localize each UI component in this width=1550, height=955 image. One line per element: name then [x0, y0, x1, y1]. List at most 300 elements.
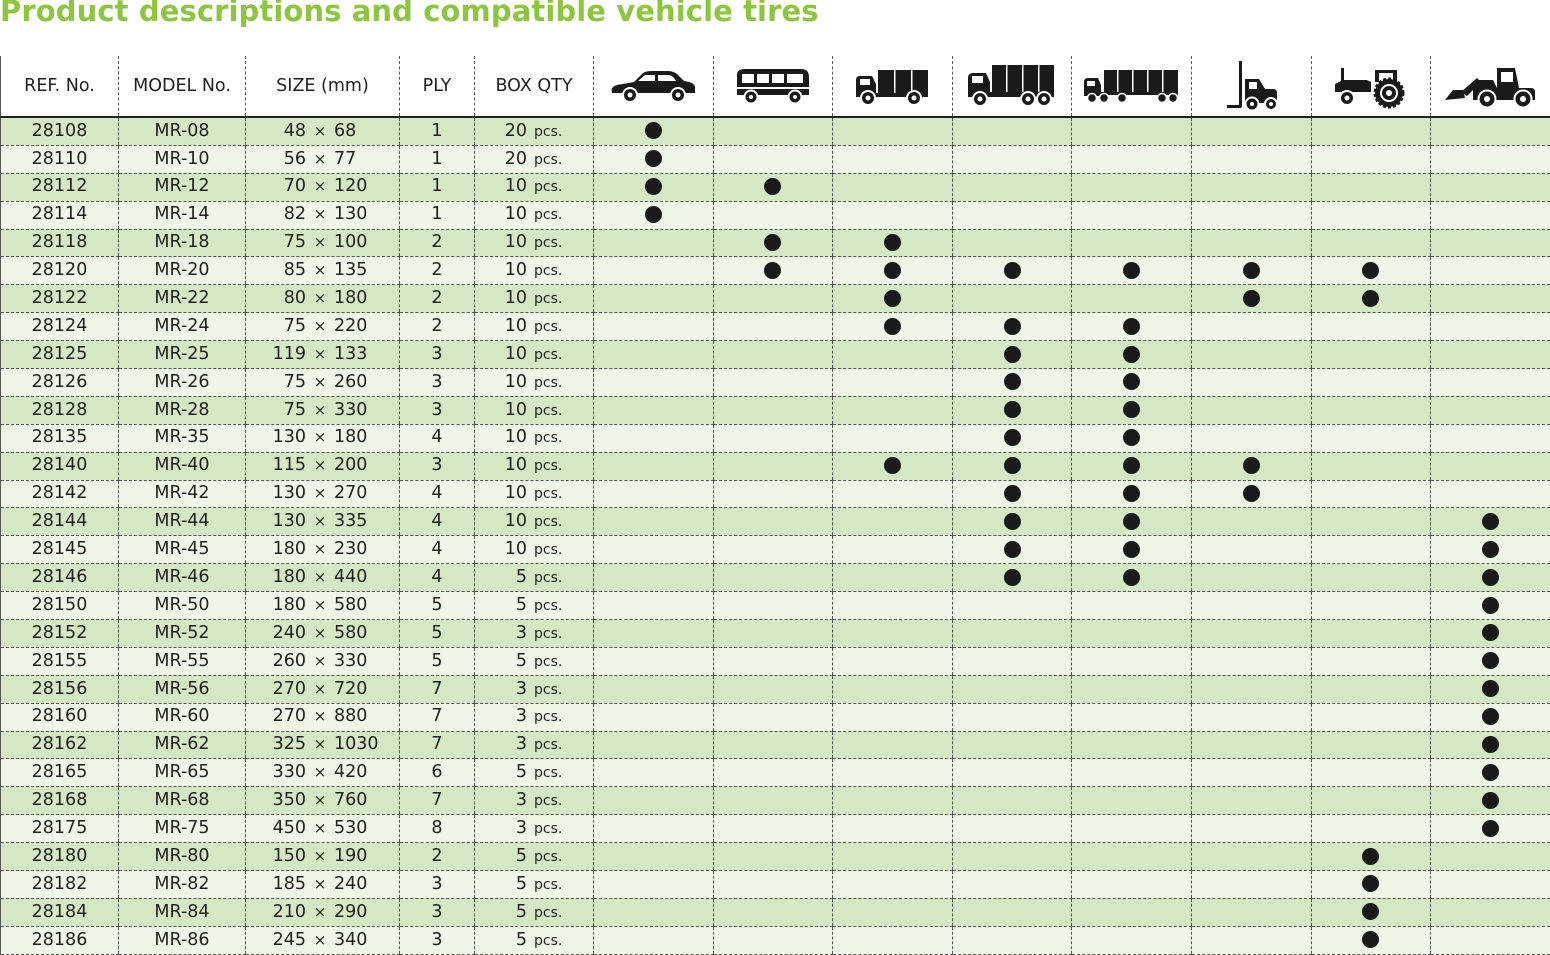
- compatible-dot: [1482, 736, 1499, 753]
- size-width: 185: [246, 876, 306, 894]
- ref-cell: [1, 480, 119, 508]
- ply-value: 5: [431, 623, 442, 643]
- size-height: 133: [334, 346, 367, 364]
- box-qty-value: 5: [475, 764, 527, 782]
- ref-number: 28168: [32, 790, 88, 810]
- ref-cell: [1, 313, 119, 341]
- compat-cell-van: [713, 564, 833, 592]
- compat-cell-truck: [952, 452, 1072, 480]
- compat-cell-light-truck: [833, 117, 953, 145]
- size-cell: [246, 145, 400, 173]
- table-row: [1, 145, 1550, 173]
- box-qty-unit: pcs.: [534, 459, 562, 473]
- size-cell: [246, 396, 400, 424]
- compat-cell-car: [594, 564, 714, 592]
- model-number: MR-45: [154, 539, 209, 559]
- ply-cell: [400, 731, 475, 759]
- compat-cell-car: [594, 675, 714, 703]
- box-qty-unit: pcs.: [534, 850, 562, 864]
- table-row: [1, 564, 1550, 592]
- model-number: MR-26: [154, 372, 209, 392]
- box-qty-cell: [475, 173, 594, 201]
- ply-value: 6: [431, 762, 442, 782]
- compat-cell-truck: [952, 926, 1072, 954]
- compat-cell-forklift: [1191, 480, 1311, 508]
- model-number: MR-28: [154, 400, 209, 420]
- model-cell: [119, 480, 246, 508]
- compat-cell-forklift: [1191, 815, 1311, 843]
- size-separator: ×: [306, 319, 334, 334]
- size-height: 880: [334, 708, 367, 726]
- table-row: [1, 620, 1550, 648]
- size-height: 330: [334, 653, 367, 671]
- compat-cell-trailer-truck: [1072, 536, 1192, 564]
- compat-cell-trailer-truck: [1072, 815, 1192, 843]
- ply-value: 4: [431, 483, 442, 503]
- table-row: [1, 787, 1550, 815]
- compat-cell-trailer-truck: [1072, 675, 1192, 703]
- model-cell: [119, 675, 246, 703]
- box-qty-cell: [475, 647, 594, 675]
- ply-cell: [400, 424, 475, 452]
- ref-number: 28108: [32, 121, 88, 141]
- compat-cell-light-truck: [833, 341, 953, 369]
- ref-number: 28150: [32, 595, 88, 615]
- compat-cell-light-truck: [833, 369, 953, 397]
- compatible-dot: [764, 262, 781, 279]
- table-row: [1, 536, 1550, 564]
- compat-cell-tractor: [1311, 117, 1431, 145]
- model-number: MR-42: [154, 483, 209, 503]
- size-separator: ×: [306, 347, 334, 362]
- table-row: [1, 173, 1550, 201]
- compat-cell-truck: [952, 396, 1072, 424]
- table-row: [1, 369, 1550, 397]
- box-qty-value: 10: [475, 402, 527, 420]
- ref-number: 28112: [32, 176, 88, 196]
- ref-cell: [1, 117, 119, 145]
- ref-number: 28140: [32, 455, 88, 475]
- ref-number: 28155: [32, 651, 88, 671]
- compatible-dot: [645, 206, 662, 223]
- ref-number: 28156: [32, 679, 88, 699]
- compat-cell-light-truck: [833, 229, 953, 257]
- ref-cell: [1, 926, 119, 954]
- ref-number: 28122: [32, 288, 88, 308]
- compat-cell-light-truck: [833, 424, 953, 452]
- size-cell: [246, 703, 400, 731]
- model-cell: [119, 815, 246, 843]
- compat-cell-wheel-loader: [1431, 508, 1550, 536]
- box-qty-value: 5: [475, 876, 527, 894]
- compat-cell-truck: [952, 480, 1072, 508]
- compat-cell-trailer-truck: [1072, 117, 1192, 145]
- size-separator: ×: [306, 375, 334, 390]
- compatible-dot: [1004, 569, 1021, 586]
- compat-cell-car: [594, 341, 714, 369]
- compat-cell-tractor: [1311, 508, 1431, 536]
- ply-value: 2: [431, 846, 442, 866]
- compat-cell-tractor: [1311, 898, 1431, 926]
- compat-cell-van: [713, 285, 833, 313]
- truck-icon: [966, 62, 1058, 110]
- compat-cell-van: [713, 508, 833, 536]
- compatible-dot: [1004, 318, 1021, 335]
- box-qty-cell: [475, 341, 594, 369]
- compatible-dot: [884, 318, 901, 335]
- ref-cell: [1, 201, 119, 229]
- box-qty-unit: pcs.: [534, 738, 562, 752]
- compat-cell-van: [713, 926, 833, 954]
- compat-cell-tractor: [1311, 787, 1431, 815]
- model-cell: [119, 369, 246, 397]
- table-row: [1, 229, 1550, 257]
- compat-cell-forklift: [1191, 508, 1311, 536]
- ply-value: 3: [431, 372, 442, 392]
- compat-cell-wheel-loader: [1431, 675, 1550, 703]
- compat-cell-light-truck: [833, 536, 953, 564]
- header-truck: [952, 56, 1072, 117]
- size-width: 75: [246, 318, 306, 336]
- compat-cell-truck: [952, 313, 1072, 341]
- ref-cell: [1, 508, 119, 536]
- model-number: MR-65: [154, 762, 209, 782]
- compat-cell-truck: [952, 117, 1072, 145]
- compat-cell-car: [594, 229, 714, 257]
- compatible-dot: [1482, 541, 1499, 558]
- compatible-dot: [884, 234, 901, 251]
- box-qty-unit: pcs.: [534, 683, 562, 697]
- box-qty-cell: [475, 731, 594, 759]
- size-height: 290: [334, 904, 367, 922]
- compat-cell-car: [594, 620, 714, 648]
- ply-value: 7: [431, 790, 442, 810]
- compat-cell-tractor: [1311, 396, 1431, 424]
- table-row: [1, 703, 1550, 731]
- size-width: 130: [246, 485, 306, 503]
- compat-cell-tractor: [1311, 173, 1431, 201]
- compatible-dot: [1123, 541, 1140, 558]
- ply-cell: [400, 396, 475, 424]
- box-qty-value: 10: [475, 541, 527, 559]
- compat-cell-trailer-truck: [1072, 396, 1192, 424]
- compatible-dot: [1482, 764, 1499, 781]
- compat-cell-van: [713, 592, 833, 620]
- size-width: 85: [246, 262, 306, 280]
- compat-cell-forklift: [1191, 117, 1311, 145]
- ply-cell: [400, 452, 475, 480]
- size-height: 220: [334, 318, 367, 336]
- compatible-dot: [1123, 401, 1140, 418]
- box-qty-cell: [475, 257, 594, 285]
- box-qty-value: 10: [475, 234, 527, 252]
- compat-cell-light-truck: [833, 815, 953, 843]
- ply-cell: [400, 536, 475, 564]
- ply-value: 3: [431, 400, 442, 420]
- ref-number: 28124: [32, 316, 88, 336]
- compat-cell-van: [713, 257, 833, 285]
- ref-cell: [1, 424, 119, 452]
- box-qty-unit: pcs.: [534, 348, 562, 362]
- ply-value: 3: [431, 874, 442, 894]
- size-cell: [246, 843, 400, 871]
- size-width: 350: [246, 792, 306, 810]
- ply-cell: [400, 145, 475, 173]
- ref-number: 28142: [32, 483, 88, 503]
- compat-cell-trailer-truck: [1072, 898, 1192, 926]
- ply-value: 3: [431, 344, 442, 364]
- compat-cell-forklift: [1191, 201, 1311, 229]
- table-row: [1, 313, 1550, 341]
- compat-cell-trailer-truck: [1072, 703, 1192, 731]
- compat-cell-light-truck: [833, 703, 953, 731]
- compat-cell-trailer-truck: [1072, 145, 1192, 173]
- ref-number: 28144: [32, 511, 88, 531]
- size-height: 200: [334, 457, 367, 475]
- ply-value: 1: [431, 121, 442, 141]
- compat-cell-wheel-loader: [1431, 341, 1550, 369]
- box-qty-cell: [475, 759, 594, 787]
- compat-cell-truck: [952, 703, 1072, 731]
- trailer-truck-icon: [1082, 64, 1182, 108]
- compat-cell-car: [594, 536, 714, 564]
- box-qty-cell: [475, 787, 594, 815]
- compatible-dot: [884, 262, 901, 279]
- box-qty-value: 5: [475, 848, 527, 866]
- size-separator: ×: [306, 709, 334, 724]
- compat-cell-truck: [952, 424, 1072, 452]
- box-qty-value: 3: [475, 708, 527, 726]
- box-qty-cell: [475, 843, 594, 871]
- compat-cell-trailer-truck: [1072, 173, 1192, 201]
- size-cell: [246, 201, 400, 229]
- size-cell: [246, 675, 400, 703]
- compatible-dot: [1123, 569, 1140, 586]
- size-cell: [246, 536, 400, 564]
- size-separator: ×: [306, 654, 334, 669]
- compat-cell-van: [713, 675, 833, 703]
- box-qty-unit: pcs.: [534, 376, 562, 390]
- table-row: [1, 508, 1550, 536]
- ply-value: 2: [431, 316, 442, 336]
- table-row: [1, 871, 1550, 899]
- compat-cell-car: [594, 424, 714, 452]
- model-cell: [119, 452, 246, 480]
- size-cell: [246, 257, 400, 285]
- tractor-icon: [1331, 62, 1411, 110]
- compat-cell-wheel-loader: [1431, 424, 1550, 452]
- compat-cell-light-truck: [833, 926, 953, 954]
- model-cell: [119, 926, 246, 954]
- model-cell: [119, 145, 246, 173]
- compatible-dot: [1004, 485, 1021, 502]
- box-qty-value: 5: [475, 653, 527, 671]
- size-width: 260: [246, 653, 306, 671]
- model-number: MR-60: [154, 706, 209, 726]
- size-width: 56: [246, 151, 306, 169]
- compat-cell-truck: [952, 675, 1072, 703]
- size-cell: [246, 173, 400, 201]
- compat-cell-trailer-truck: [1072, 424, 1192, 452]
- model-cell: [119, 787, 246, 815]
- header-row: [1, 56, 1550, 117]
- size-cell: [246, 731, 400, 759]
- size-height: 335: [334, 513, 367, 531]
- size-height: 240: [334, 876, 367, 894]
- compat-cell-tractor: [1311, 703, 1431, 731]
- compat-cell-wheel-loader: [1431, 647, 1550, 675]
- compat-cell-truck: [952, 257, 1072, 285]
- compatible-dot: [1004, 401, 1021, 418]
- compat-cell-truck: [952, 536, 1072, 564]
- compat-cell-car: [594, 703, 714, 731]
- compat-cell-truck: [952, 564, 1072, 592]
- product-table: [0, 56, 1550, 955]
- header-size: SIZE (mm): [246, 56, 400, 117]
- compatible-dot: [1123, 262, 1140, 279]
- compat-cell-light-truck: [833, 787, 953, 815]
- ply-value: 2: [431, 260, 442, 280]
- size-separator: ×: [306, 430, 334, 445]
- model-number: MR-80: [154, 846, 209, 866]
- size-cell: [246, 369, 400, 397]
- model-cell: [119, 703, 246, 731]
- model-number: MR-68: [154, 790, 209, 810]
- compat-cell-truck: [952, 731, 1072, 759]
- box-qty-cell: [475, 452, 594, 480]
- compat-cell-trailer-truck: [1072, 285, 1192, 313]
- compat-cell-trailer-truck: [1072, 843, 1192, 871]
- compat-cell-trailer-truck: [1072, 341, 1192, 369]
- ply-value: 5: [431, 651, 442, 671]
- ref-number: 28110: [32, 149, 88, 169]
- compatible-dot: [1123, 346, 1140, 363]
- ref-cell: [1, 787, 119, 815]
- size-separator: ×: [306, 235, 334, 250]
- box-qty-cell: [475, 201, 594, 229]
- box-qty-unit: pcs.: [534, 320, 562, 334]
- ref-number: 28126: [32, 372, 88, 392]
- size-width: 330: [246, 764, 306, 782]
- compat-cell-truck: [952, 620, 1072, 648]
- compat-cell-truck: [952, 201, 1072, 229]
- compat-cell-car: [594, 759, 714, 787]
- compat-cell-van: [713, 703, 833, 731]
- ply-cell: [400, 759, 475, 787]
- box-qty-cell: [475, 145, 594, 173]
- compat-cell-truck: [952, 508, 1072, 536]
- box-qty-cell: [475, 369, 594, 397]
- table-row: [1, 731, 1550, 759]
- size-width: 80: [246, 290, 306, 308]
- header-tractor: [1311, 56, 1431, 117]
- compat-cell-tractor: [1311, 731, 1431, 759]
- table-row: [1, 257, 1550, 285]
- size-cell: [246, 424, 400, 452]
- compat-cell-van: [713, 341, 833, 369]
- compat-cell-car: [594, 592, 714, 620]
- compat-cell-car: [594, 396, 714, 424]
- model-number: MR-20: [154, 260, 209, 280]
- size-separator: ×: [306, 207, 334, 222]
- car-icon: [608, 66, 698, 106]
- ref-number: 28180: [32, 846, 88, 866]
- model-cell: [119, 257, 246, 285]
- compat-cell-forklift: [1191, 536, 1311, 564]
- ref-number: 28135: [32, 427, 88, 447]
- ref-cell: [1, 285, 119, 313]
- size-separator: ×: [306, 179, 334, 194]
- compatible-dot: [884, 290, 901, 307]
- box-qty-unit: pcs.: [534, 906, 562, 920]
- box-qty-cell: [475, 536, 594, 564]
- size-height: 180: [334, 429, 367, 447]
- model-number: MR-86: [154, 930, 209, 950]
- ply-value: 2: [431, 288, 442, 308]
- compatible-dot: [1362, 262, 1379, 279]
- size-width: 180: [246, 541, 306, 559]
- model-cell: [119, 592, 246, 620]
- compat-cell-van: [713, 787, 833, 815]
- compat-cell-wheel-loader: [1431, 201, 1550, 229]
- model-cell: [119, 396, 246, 424]
- compat-cell-trailer-truck: [1072, 731, 1192, 759]
- ply-cell: [400, 313, 475, 341]
- size-height: 340: [334, 932, 367, 950]
- compat-cell-truck: [952, 592, 1072, 620]
- size-height: 330: [334, 402, 367, 420]
- compat-cell-truck: [952, 173, 1072, 201]
- ply-value: 3: [431, 930, 442, 950]
- box-qty-value: 5: [475, 597, 527, 615]
- compat-cell-tractor: [1311, 424, 1431, 452]
- compatible-dot: [1004, 513, 1021, 530]
- table-row: [1, 843, 1550, 871]
- ref-number: 28152: [32, 623, 88, 643]
- box-qty-value: 10: [475, 262, 527, 280]
- ply-value: 4: [431, 567, 442, 587]
- ply-cell: [400, 229, 475, 257]
- compat-cell-car: [594, 257, 714, 285]
- size-width: 75: [246, 234, 306, 252]
- box-qty-unit: pcs.: [534, 153, 562, 167]
- compat-cell-truck: [952, 229, 1072, 257]
- box-qty-value: 3: [475, 820, 527, 838]
- size-width: 240: [246, 625, 306, 643]
- compatible-dot: [1243, 457, 1260, 474]
- table-row: [1, 647, 1550, 675]
- compat-cell-forklift: [1191, 898, 1311, 926]
- compat-cell-tractor: [1311, 815, 1431, 843]
- size-width: 130: [246, 513, 306, 531]
- model-cell: [119, 285, 246, 313]
- model-number: MR-08: [154, 121, 209, 141]
- compat-cell-wheel-loader: [1431, 871, 1550, 899]
- compat-cell-tractor: [1311, 871, 1431, 899]
- box-qty-value: 10: [475, 206, 527, 224]
- ply-value: 7: [431, 734, 442, 754]
- ply-cell: [400, 480, 475, 508]
- size-width: 450: [246, 820, 306, 838]
- compatible-dot: [1004, 457, 1021, 474]
- compat-cell-car: [594, 787, 714, 815]
- compat-cell-light-truck: [833, 731, 953, 759]
- size-width: 75: [246, 402, 306, 420]
- compat-cell-truck: [952, 787, 1072, 815]
- compat-cell-trailer-truck: [1072, 926, 1192, 954]
- compat-cell-trailer-truck: [1072, 257, 1192, 285]
- box-qty-unit: pcs.: [534, 404, 562, 418]
